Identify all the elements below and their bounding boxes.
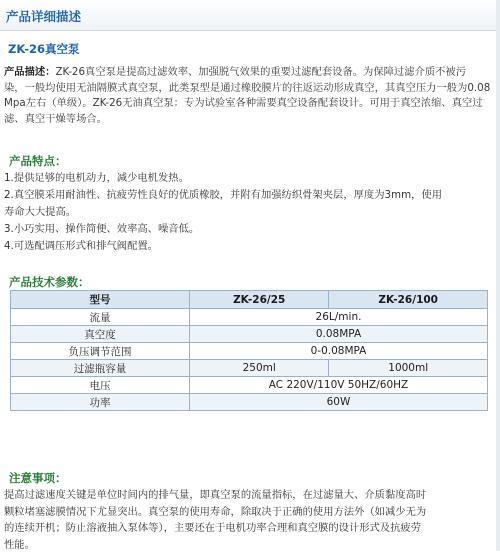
- notes-text: [4, 487, 496, 553]
- page-title: 产品详细描述: [6, 7, 81, 25]
- spec-header-zk26-100: ZK-26/100: [329, 291, 488, 309]
- product-model-heading: ZK-26真空泵: [8, 41, 80, 57]
- spec-value-range: 0-0.08MPA: [190, 343, 488, 360]
- spec-value-bottle-100: 1000ml: [329, 360, 488, 377]
- feature-item: 寿命大大提高。: [4, 204, 494, 221]
- features-heading: 产品特点：: [9, 153, 67, 169]
- table-row: [11, 309, 488, 326]
- notes-heading: 注意事项：: [9, 470, 67, 486]
- product-description: [4, 65, 492, 127]
- spec-header-zk26-25: ZK-26/25: [190, 291, 329, 309]
- description-label: 产品描述：: [4, 66, 55, 78]
- table-row: [11, 360, 488, 377]
- notes-line: 的连续开机；防止溶液抽入泵体等），主要还在于电机功率合理和真空膜的设计形式及抗疲劳: [4, 520, 496, 537]
- feature-item: 1.提供足够的电机动力，减少电机发热。: [4, 170, 494, 187]
- spec-value-bottle-25: 250ml: [190, 360, 329, 377]
- description-line: Mpa左右（单级）。ZK-26无油真空泵：专为试验室各种需要真空设备配套设计。可用于真空浓缩、真空过: [4, 96, 492, 112]
- notes-line: 性能。: [4, 537, 496, 553]
- description-line: 染，一般均使用无油隔膜式真空泵，此类泵型是通过橡胶膜片的往返运动形成真空，其真空压力一般为0.08: [4, 81, 492, 97]
- spec-value-flow: 26L/min.: [190, 309, 488, 326]
- table-row: [11, 343, 488, 360]
- spec-label-range: 负压调节范围: [11, 343, 190, 360]
- table-row: [11, 326, 488, 343]
- description-line: 滤、真空干燥等场合。: [4, 112, 492, 128]
- spec-heading: 产品技术参数：: [9, 274, 90, 290]
- spec-value-voltage: AC 220V/110V 50HZ/60HZ: [190, 377, 488, 394]
- notes-line: 颗粒堵塞滤膜情况下尤显突出。真空泵的使用寿命，除取决于正确的使用方法外（如减少无为: [4, 504, 496, 521]
- spec-header-row: [11, 291, 488, 309]
- feature-item: 4.可选配调压形式和排气阀配置。: [4, 238, 494, 255]
- feature-item: 2.真空膜采用耐油性、抗疲劳性良好的优质橡胶，并附有加强纺织骨架夹层，厚度为3mm，使用: [4, 187, 494, 204]
- spec-value-power: 60W: [190, 394, 488, 411]
- feature-item: 3.小巧实用、操作简便、效率高、噪音低。: [4, 221, 494, 238]
- spec-label-bottle: 过滤瓶容量: [11, 360, 190, 377]
- spec-label-power: 功率: [11, 394, 190, 411]
- page-edge-strip: [496, 0, 500, 551]
- spec-label-vacuum: 真空度: [11, 326, 190, 343]
- table-row: [11, 377, 488, 394]
- spec-table: [10, 290, 488, 411]
- section-header-bar: [0, 0, 500, 31]
- spec-label-flow: 流量: [11, 309, 190, 326]
- notes-line: 提高过滤速度关键是单位时间内的排气量，即真空泵的流量指标，在过滤量大、介质黏度高时: [4, 487, 496, 504]
- table-row: [11, 394, 488, 411]
- spec-value-vacuum: 0.08MPA: [190, 326, 488, 343]
- description-line: 产品描述：ZK-26真空泵是提高过滤效率、加强脱气效果的重要过滤配套设备。为保障过滤介质不被污: [4, 65, 492, 81]
- features-list: [4, 170, 494, 255]
- spec-label-voltage: 电压: [11, 377, 190, 394]
- spec-header-model: 型号: [11, 291, 190, 309]
